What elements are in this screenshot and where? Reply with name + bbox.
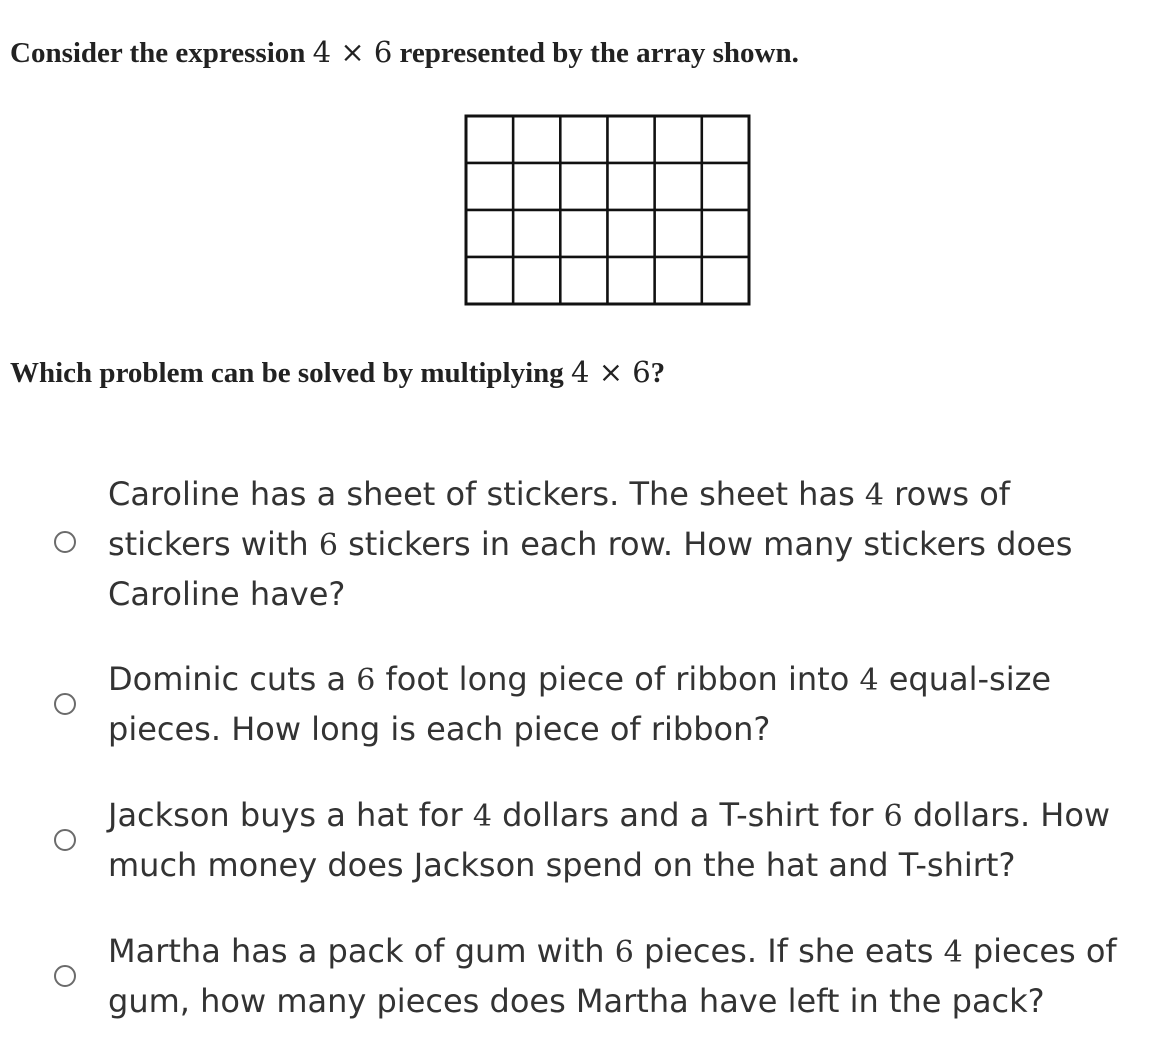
option-b-number: 4 (859, 663, 879, 698)
question-text-start: Which problem can be solved by multiplying (10, 357, 572, 389)
answer-option-b[interactable] (50, 655, 1150, 753)
array-cell (702, 163, 749, 210)
option-d-number: 4 (943, 935, 963, 970)
option-b-number: 6 (356, 663, 376, 698)
array-cell (466, 116, 513, 163)
option-a-text-part: rows of stickers with (108, 475, 1011, 563)
option-b-text-part: foot long piece of ribbon into (375, 660, 860, 698)
question-text (10, 354, 665, 391)
option-a-text-part: Caroline has a sheet of stickers. The sheet has (108, 475, 865, 513)
answer-option-a-text (108, 470, 1118, 618)
array-cell (560, 163, 607, 210)
option-c-number: 4 (472, 799, 492, 834)
array-cell (655, 163, 702, 210)
option-d-text-part: Martha has a pack of gum with (108, 932, 615, 970)
answer-option-c[interactable] (50, 791, 1150, 889)
array-cell (513, 163, 560, 210)
array-cell (560, 210, 607, 257)
answer-option-d-text (108, 927, 1118, 1025)
array-cell (608, 210, 655, 257)
prompt-text (10, 34, 799, 71)
option-b-text-part: Dominic cuts a (108, 660, 357, 698)
option-b-text-part: equal-size pieces. How long is each piece of ribbon? (108, 660, 1052, 748)
option-c-text-part: dollars and a T-shirt for (491, 796, 884, 834)
array-cell (655, 257, 702, 304)
array-cell (702, 210, 749, 257)
question-math-expression: 4 × 6 (571, 355, 651, 389)
option-d-text-part: pieces. If she eats (633, 932, 944, 970)
answer-option-c-text (108, 791, 1118, 889)
array-cell (466, 210, 513, 257)
array-cell (513, 257, 560, 304)
array-cell (560, 116, 607, 163)
option-c-number: 6 (883, 799, 903, 834)
prompt-math-expression: 4 × 6 (312, 35, 393, 69)
array-cell (702, 257, 749, 304)
radio-button-c[interactable] (54, 829, 76, 851)
option-c-text-part: Jackson buys a hat for (108, 796, 473, 834)
array-cell (608, 257, 655, 304)
answer-option-d[interactable] (50, 927, 1150, 1025)
option-a-number: 6 (318, 528, 338, 563)
option-d-number: 6 (614, 935, 634, 970)
array-cell (702, 116, 749, 163)
prompt-text-start: Consider the expression (10, 37, 313, 69)
array-cell (608, 163, 655, 210)
question-text-end: ? (650, 357, 666, 389)
array-cell (513, 116, 560, 163)
array-cell (655, 116, 702, 163)
radio-button-a[interactable] (54, 531, 76, 553)
option-c-text-part: dollars. How much money does Jackson spend on the hat and T-shirt? (108, 796, 1111, 884)
array-cell (513, 210, 560, 257)
array-cell (608, 116, 655, 163)
option-d-text-part: pieces of gum, how many pieces does Martha have left in the pack? (108, 932, 1117, 1020)
radio-button-d[interactable] (54, 965, 76, 987)
array-cell (655, 210, 702, 257)
array-4-by-6 (464, 114, 751, 306)
option-a-text-part: stickers in each row. How many stickers does Caroline have? (108, 525, 1073, 613)
array-cell (466, 163, 513, 210)
option-a-number: 4 (864, 478, 884, 513)
array-cell (466, 257, 513, 304)
answer-option-b-text (108, 655, 1118, 753)
answer-option-a[interactable] (50, 470, 1150, 616)
prompt-text-end: represented by the array shown. (392, 37, 799, 69)
radio-button-b[interactable] (54, 693, 76, 715)
array-cell (560, 257, 607, 304)
